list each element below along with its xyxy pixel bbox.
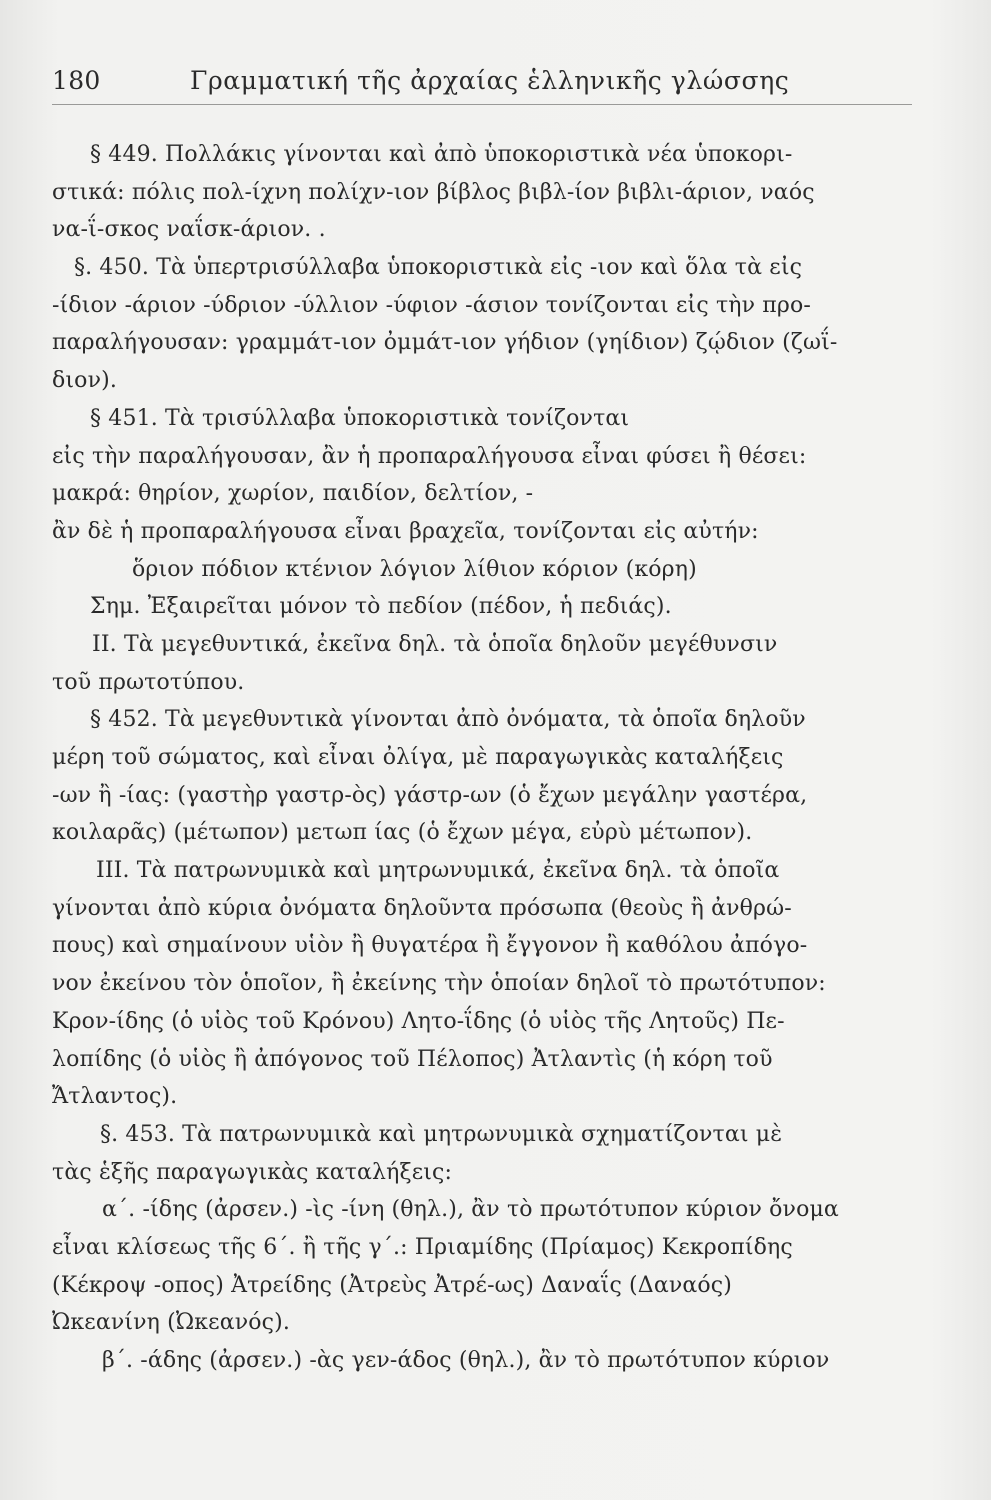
page-body bbox=[52, 136, 914, 1380]
text-line: μακρά: θηρίον, χωρίον, παιδίον, δελτίον, - bbox=[52, 481, 534, 507]
text-line: να-ΐ-σκος ναΐσκ-άριον. . bbox=[52, 217, 326, 243]
text-line: Κρον-ίδης (ὁ υἱὸς τοῦ Κρόνου) Λητο-ΐδης (ὁ υἱὸς τῆς Λητοῦς) Πε- bbox=[52, 1008, 785, 1034]
text-line: § 451. Τὰ τρισύλλαβα ὑποκοριστικὰ τονίζονται bbox=[90, 405, 630, 431]
running-title: Γραμματική τῆς ἀρχαίας ἑλληνικῆς γλώσσης bbox=[190, 66, 790, 95]
text-line: τοῦ πρωτοτύπου. bbox=[52, 669, 245, 695]
text-line: ἂν δὲ ἡ προπαραλήγουσα εἶναι βραχεῖα, τονίζονται εἰς αὐτήν: bbox=[52, 518, 759, 544]
text-line: -ων ἢ -ίας: (γαστὴρ γαστρ-ὸς) γάστρ-ων (ὁ ἔχων μεγάλην γαστέρα, bbox=[52, 782, 808, 808]
text-line: §. 453. Τὰ πατρωνυμικὰ καὶ μητρωνυμικὰ σχηματίζονται μὲ bbox=[100, 1121, 783, 1147]
text-line: Ἄτλαντος). bbox=[52, 1084, 178, 1110]
text-line: ὅριον πόδιον κτένιον λόγιον λίθιον κόριον (κόρη) bbox=[132, 556, 697, 582]
text-line: Ὠκεανίνη (Ὠκεανός). bbox=[52, 1310, 290, 1336]
text-line: εἶναι κλίσεως τῆς 6΄. ἢ τῆς γ΄.: Πριαμίδης (Πρίαμος) Κεκροπίδης bbox=[52, 1234, 793, 1260]
text-line: νον ἐκείνου τὸν ὁποῖον, ἢ ἐκείνης τὴν ὁποίαν δηλοῖ τὸ πρωτότυπον: bbox=[52, 971, 826, 997]
text-line: στικά: πόλις πολ-ίχνη πολίχν-ιον βίβλος βιβλ-ίον βιβλι-άριον, ναός bbox=[52, 179, 815, 205]
text-line: § 452. Τὰ μεγεθυντικὰ γίνονται ἀπὸ ὀνόματα, τὰ ὁποῖα δηλοῦν bbox=[90, 707, 806, 733]
running-header bbox=[52, 62, 932, 102]
text-line: διον). bbox=[52, 368, 117, 394]
text-line: γίνονται ἀπὸ κύρια ὀνόματα δηλοῦντα πρόσωπα (θεοὺς ἢ ἀνθρώ- bbox=[52, 895, 792, 921]
text-line: III. Τὰ πατρωνυμικὰ καὶ μητρωνυμικά, ἐκεῖνα δηλ. τὰ ὁποῖα bbox=[96, 858, 780, 884]
text-line: μέρη τοῦ σώματος, καὶ εἶναι ὀλίγα, μὲ παραγωγικὰς καταλήξεις bbox=[52, 745, 784, 770]
header-rule bbox=[52, 104, 912, 105]
text-line: II. Τὰ μεγεθυντικά, ἐκεῖνα δηλ. τὰ ὁποῖα δηλοῦν μεγέθυνσιν bbox=[92, 631, 778, 657]
text-line: α΄. -ίδης (ἀρσεν.) -ὶς -ίνη (θηλ.), ἂν τὸ πρωτότυπον κύριον ὄνομα bbox=[102, 1197, 839, 1223]
text-line: β΄. -άδης (ἀρσεν.) -ὰς γεν-άδος (θηλ.), ἂν τὸ πρωτότυπον κύριον bbox=[102, 1348, 830, 1373]
page-number: 180 bbox=[52, 66, 101, 95]
text-line: τὰς ἑξῆς παραγωγικὰς καταλήξεις: bbox=[52, 1159, 453, 1185]
text-line: παραλήγουσαν: γραμμάτ-ιον ὀμμάτ-ιον γήδιον (γηίδιον) ζῴδιον (ζωΐ- bbox=[52, 330, 838, 356]
text-line: πους) καὶ σημαίνουν υἱὸν ἢ θυγατέρα ἢ ἔγγονον ἢ καθόλου ἀπόγο- bbox=[52, 933, 808, 959]
text-line: § 449. Πολλάκις γίνονται καὶ ἀπὸ ὑποκοριστικὰ νέα ὑποκορι- bbox=[90, 142, 793, 167]
text-line: λοπίδης (ὁ υἱὸς ἢ ἀπόγονος τοῦ Πέλοπος) Ἀτλαντὶς (ἡ κόρη τοῦ bbox=[52, 1046, 773, 1072]
text-line: §. 450. Τὰ ὑπερτρισύλλαβα ὑποκοριστικὰ εἰς -ιον καὶ ὅλα τὰ εἰς bbox=[74, 255, 803, 281]
text-line: (Κέκροψ -οπος) Ἀτρείδης (Ἀτρεὺς Ἀτρέ-ως) Δαναΐς (Δαναός) bbox=[52, 1272, 732, 1298]
text-line: Σημ. Ἐξαιρεῖται μόνον τὸ πεδίον (πέδον, ἡ πεδιάς). bbox=[90, 594, 672, 620]
text-line: εἰς τὴν παραλήγουσαν, ἂν ἡ προπαραλήγουσα εἶναι φύσει ἢ θέσει: bbox=[52, 443, 807, 469]
text-line: κοιλαρᾶς) (μέτωπον) μετωπ ίας (ὁ ἔχων μέγα, εὐρὺ μέτωπον). bbox=[52, 820, 753, 846]
text-line: -ίδιον -άριον -ύδριον -ύλλιον -ύφιον -άσιον τονίζονται εἰς τὴν προ- bbox=[52, 292, 811, 318]
